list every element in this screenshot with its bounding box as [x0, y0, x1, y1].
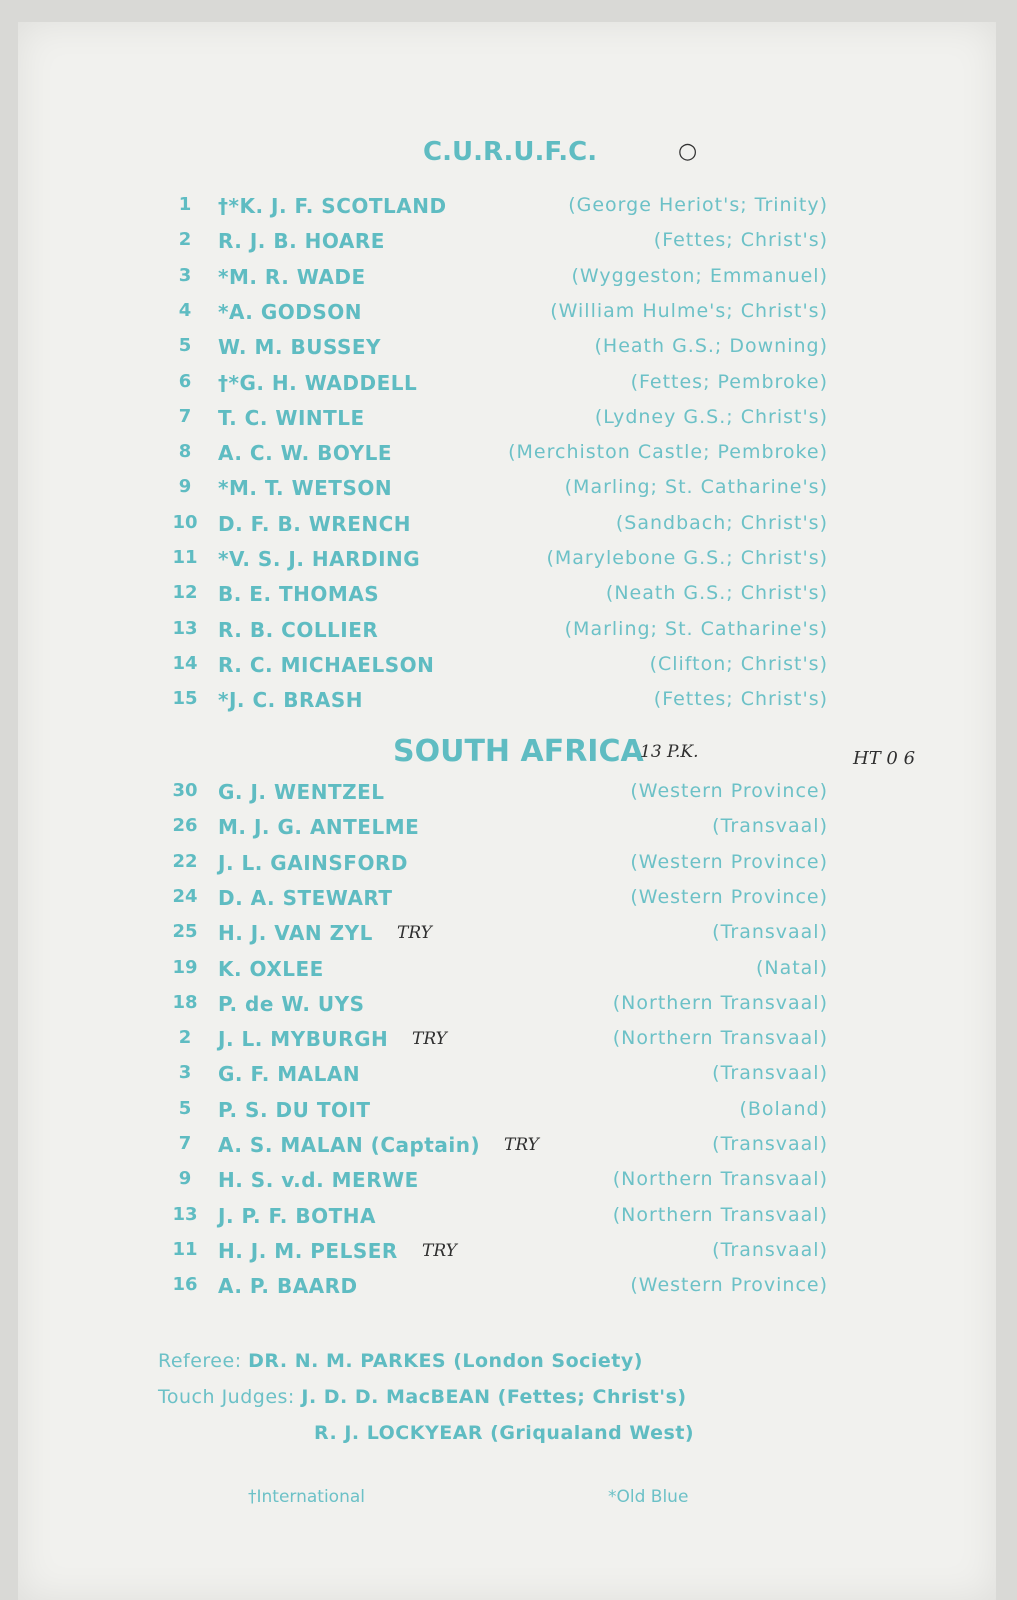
player-number: 18 — [172, 991, 198, 1013]
player-row — [18, 1274, 996, 1306]
player-number: 13 — [172, 617, 198, 639]
player-row — [18, 335, 996, 367]
handwritten-try-note: TRY — [422, 1240, 457, 1261]
player-row — [18, 406, 996, 438]
player-name: W. M. BUSSEY — [218, 335, 381, 360]
touch-judges-line — [158, 1386, 687, 1408]
player-number: 3 — [178, 264, 192, 286]
player-number: 11 — [172, 547, 198, 568]
player-row — [18, 618, 996, 650]
player-name: *J. C. BRASH — [218, 688, 363, 713]
player-club: (Neath G.S.; Christ's) — [605, 582, 828, 605]
player-number: 24 — [172, 885, 198, 907]
player-name: R. J. B. HOARE — [218, 229, 385, 254]
player-row — [18, 547, 996, 579]
player-number: 8 — [178, 441, 192, 463]
player-club: (Merchiston Castle; Pembroke) — [508, 441, 828, 464]
player-club: (Western Province) — [630, 780, 828, 802]
player-name: M. J. G. ANTELME — [218, 815, 420, 840]
player-club: (Wyggeston; Emmanuel) — [571, 264, 828, 287]
player-club: (Northern Transvaal) — [612, 1203, 828, 1226]
player-club: (Marylebone G.S.; Christ's) — [546, 547, 828, 569]
cu-team-title: C.U.R.U.F.C. — [423, 137, 598, 167]
player-club: (Marling; St. Catharine's) — [564, 617, 828, 640]
player-row — [18, 815, 996, 847]
player-row — [18, 265, 996, 297]
player-club: (Western Province) — [630, 850, 828, 873]
player-number: 1 — [178, 194, 192, 215]
player-row — [18, 780, 996, 812]
player-name: H. J. M. PELSER — [218, 1238, 398, 1263]
player-number: 13 — [172, 1203, 198, 1225]
player-name: H. J. VAN ZYL — [218, 921, 373, 946]
handwritten-try-note: TRY — [504, 1135, 539, 1155]
handwritten-halftime-note: HT 0 6 — [853, 748, 916, 769]
player-name: D. F. B. WRENCH — [218, 511, 412, 536]
player-name: G. J. WENTZEL — [218, 780, 385, 804]
legend-international: †International — [248, 1487, 365, 1507]
player-club: (Transvaal) — [712, 1133, 828, 1155]
player-row — [18, 1062, 996, 1094]
player-row — [18, 476, 996, 508]
player-club: (Western Province) — [630, 1274, 828, 1297]
player-club: (Boland) — [739, 1097, 828, 1120]
player-club: (Northern Transvaal) — [612, 1027, 828, 1050]
player-number: 19 — [172, 956, 198, 978]
player-club: (Northern Transvaal) — [612, 991, 828, 1014]
player-number: 14 — [172, 652, 198, 674]
player-name: A. P. BAARD — [218, 1274, 358, 1299]
player-name: J. L. GAINSFORD — [218, 850, 408, 875]
player-number: 9 — [178, 476, 192, 498]
player-club: (George Heriot's; Trinity) — [568, 194, 828, 216]
player-club: (Transvaal) — [712, 921, 828, 944]
player-name: *M. R. WADE — [218, 264, 366, 289]
player-number: 2 — [178, 229, 192, 251]
player-name: *M. T. WETSON — [218, 476, 393, 501]
player-number: 7 — [178, 405, 192, 427]
player-name: †*K. J. F. SCOTLAND — [218, 194, 447, 218]
player-name: A. C. W. BOYLE — [218, 441, 393, 466]
player-row — [18, 1168, 996, 1200]
player-number: 10 — [172, 511, 198, 533]
player-number: 12 — [172, 582, 198, 604]
player-number: 5 — [178, 335, 192, 357]
player-number: 22 — [172, 850, 198, 872]
player-number: 2 — [178, 1027, 192, 1049]
player-club: (Western Province) — [630, 885, 828, 908]
touch-judges-label: Touch Judges: — [158, 1386, 295, 1408]
player-number: 7 — [178, 1133, 192, 1154]
player-club: (Fettes; Pembroke) — [630, 370, 828, 393]
player-row — [18, 688, 996, 720]
player-row — [18, 957, 996, 989]
player-club: (Transvaal) — [712, 815, 828, 838]
referee-line — [158, 1350, 643, 1372]
player-club: (Sandbach; Christ's) — [615, 511, 828, 534]
player-name: A. S. MALAN (Captain) — [218, 1133, 481, 1157]
player-name: J. P. F. BOTHA — [218, 1203, 376, 1228]
player-name: T. C. WINTLE — [218, 405, 365, 430]
player-row — [18, 512, 996, 544]
player-name: J. L. MYBURGH — [218, 1027, 389, 1052]
player-name: P. S. DU TOIT — [218, 1097, 371, 1122]
player-number: 26 — [172, 815, 198, 837]
player-row — [18, 441, 996, 473]
player-club: (Heath G.S.; Downing) — [594, 335, 828, 358]
programme-page — [18, 22, 996, 1600]
player-number: 3 — [178, 1062, 192, 1084]
player-row — [18, 1133, 996, 1165]
handwritten-try-note: TRY — [397, 923, 432, 944]
player-number: 5 — [178, 1097, 192, 1119]
sa-team-title: SOUTH AFRICA — [393, 734, 644, 769]
player-club: (William Hulme's; Christ's) — [550, 299, 828, 322]
player-number: 9 — [178, 1168, 192, 1190]
referee-label: Referee: — [158, 1350, 242, 1372]
player-name: *V. S. J. HARDING — [218, 547, 421, 571]
handwritten-circle-mark: ○ — [678, 139, 698, 164]
player-name: P. de W. UYS — [218, 991, 365, 1016]
touch-judge-2-line — [314, 1422, 694, 1444]
player-number: 15 — [172, 688, 198, 710]
player-number: 11 — [172, 1238, 198, 1260]
player-row — [18, 886, 996, 918]
handwritten-score-note: 13 P.K. — [640, 742, 699, 762]
player-club: (Lydney G.S.; Christ's) — [594, 405, 828, 428]
player-name: R. B. COLLIER — [218, 617, 379, 642]
player-club: (Fettes; Christ's) — [653, 229, 828, 252]
player-name: B. E. THOMAS — [218, 582, 380, 607]
player-number: 30 — [172, 780, 198, 801]
player-row — [18, 582, 996, 614]
player-row — [18, 371, 996, 403]
player-name: H. S. v.d. MERWE — [218, 1168, 419, 1193]
player-name: *A. GODSON — [218, 299, 363, 324]
player-row — [18, 1027, 996, 1059]
player-row — [18, 921, 996, 953]
player-number: 16 — [172, 1274, 198, 1296]
player-name: D. A. STEWART — [218, 885, 393, 910]
player-row — [18, 653, 996, 685]
legend-old-blue: *Old Blue — [608, 1487, 689, 1507]
player-row — [18, 1098, 996, 1130]
player-number: 25 — [172, 921, 198, 943]
player-club: (Northern Transvaal) — [612, 1168, 828, 1191]
player-row — [18, 992, 996, 1024]
player-row — [18, 1204, 996, 1236]
player-row — [18, 229, 996, 261]
touch-judge-2: R. J. LOCKYEAR (Griqualand West) — [314, 1422, 695, 1444]
player-name: K. OXLEE — [218, 956, 324, 981]
player-name: R. C. MICHAELSON — [218, 652, 435, 677]
player-club: (Natal) — [755, 956, 828, 979]
player-club: (Transvaal) — [712, 1062, 828, 1085]
player-club: (Marling; St. Catharine's) — [564, 476, 828, 499]
player-row — [18, 194, 996, 226]
touch-judge-1: J. D. D. MacBEAN (Fettes; Christ's) — [301, 1386, 687, 1408]
player-number: 4 — [178, 299, 192, 321]
player-row — [18, 851, 996, 883]
player-row — [18, 1239, 996, 1271]
player-club: (Fettes; Christ's) — [653, 688, 828, 711]
player-number: 6 — [178, 370, 192, 392]
player-club: (Transvaal) — [712, 1238, 828, 1261]
player-name: †*G. H. WADDELL — [218, 370, 418, 395]
referee-name: DR. N. M. PARKES (London Society) — [248, 1350, 643, 1372]
handwritten-try-note: TRY — [412, 1029, 447, 1050]
player-row — [18, 300, 996, 332]
player-club: (Clifton; Christ's) — [649, 652, 828, 675]
player-name: G. F. MALAN — [218, 1062, 361, 1087]
